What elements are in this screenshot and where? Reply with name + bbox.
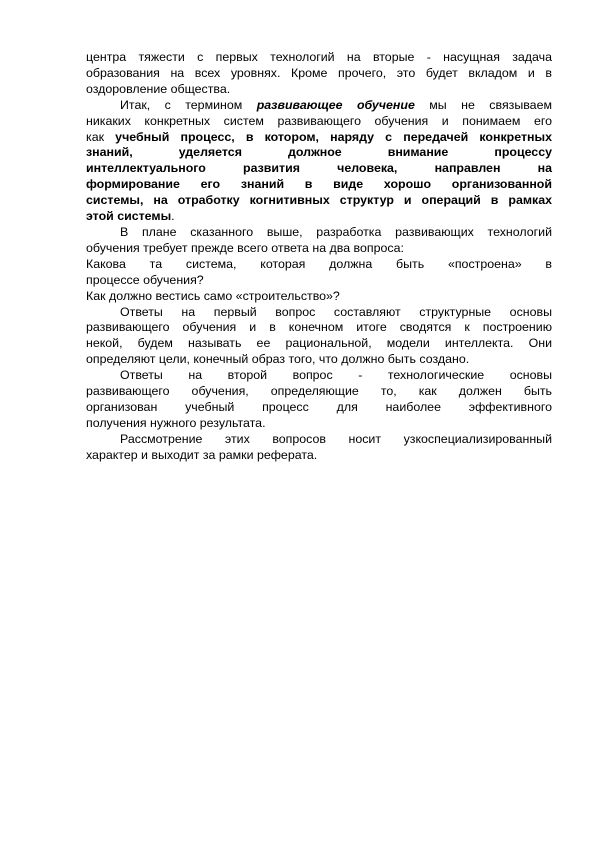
text-line: некой, будем называть ее рациональной, модели интеллекта. Они: [86, 336, 552, 351]
text-line: Рассмотрение этих вопросов носит узкоспециализированный: [120, 431, 552, 446]
bold-text: этой системы: [86, 209, 172, 224]
text-line: системы, на отработку когнитивных структур и операций в рамках: [86, 193, 552, 208]
text-line: Ответы на первый вопрос составляют структурные основы: [120, 304, 552, 319]
question-line: Как должно вестись само «строительство»?: [86, 288, 340, 303]
text-line: процессе обучения?: [86, 272, 204, 287]
text-line: Ответы на второй вопрос - технологические основы: [120, 368, 552, 383]
question-line: Какова та система, которая должна быть «построена» в: [86, 256, 552, 271]
text-run: мы не связываем: [414, 97, 552, 112]
text-line: В плане сказанного выше, разработка развивающих технологий: [120, 224, 552, 239]
text-line: организован учебный процесс для наиболее эффективного: [86, 399, 552, 414]
text-line: знаний, уделяется должное внимание процессу: [86, 145, 552, 160]
text-run: .: [171, 209, 175, 224]
text-line: оздоровление общества.: [86, 81, 231, 96]
text-line: [86, 130, 552, 146]
text-line: интеллектуального развития человека, направлен на: [86, 161, 552, 176]
emphasized-term: развивающее обучение: [256, 97, 415, 112]
text-line: [86, 98, 552, 114]
text-run: как: [86, 129, 116, 144]
document-page: [86, 50, 552, 464]
text-line: [86, 209, 552, 225]
text-line: характер и выходит за рамки реферата.: [86, 447, 318, 462]
text-line: формирование его знаний в виде хорошо организованной: [86, 177, 552, 192]
text-line: обучения требует прежде всего ответа на два вопроса:: [86, 240, 404, 255]
text-line: определяют цели, конечный образ того, что должно быть создано.: [86, 352, 470, 367]
text-line: развивающего обучения, определяющие то, как должен быть: [86, 384, 552, 399]
text-run: Итак, с термином: [120, 97, 257, 112]
text-line: получения нужного результата.: [86, 415, 266, 430]
bold-text: учебный процесс, в котором, наряду с передачей конкретных: [115, 129, 552, 144]
text-line: развивающего обучения и в конечном итоге сводятся к построению: [86, 320, 552, 335]
text-line: центра тяжести с первых технологий на вторые - насущная задача: [86, 50, 552, 64]
text-line: никаких конкретных систем развивающего обучения и понимаем его: [86, 113, 552, 128]
text-line: образования на всех уровнях. Кроме прочего, это будет вкладом и в: [86, 65, 552, 80]
